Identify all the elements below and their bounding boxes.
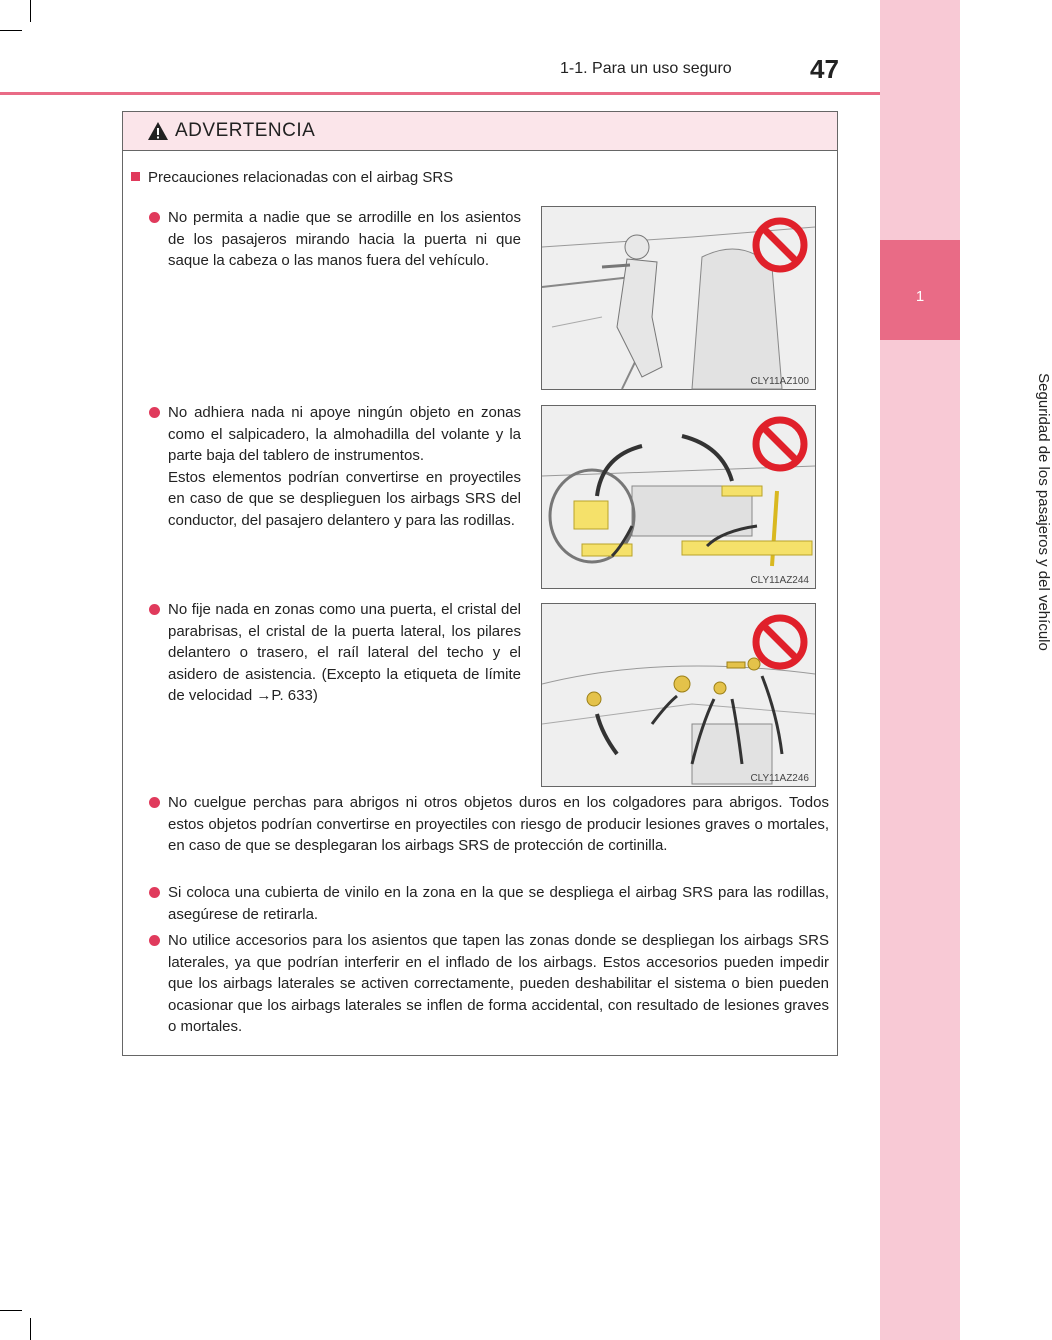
list-item: No adhiera nada ni apoye ningún objeto en zonas como el salpicadero, la almohadilla del volante y la parte baja del tablero de instrumentos. Estos elementos podrían convertirse en proyectiles en caso de que se desplieguen los airbags SRS del conductor, del pasajero delantero y para las rodillas.	[149, 402, 521, 531]
crop-mark	[0, 30, 22, 31]
bullet-icon	[149, 797, 160, 808]
list-item: No fije nada en zonas como una puerta, el cristal del parabrisas, el cristal de la puerta lateral, los pilares delantero o trasero, el raíl lateral del techo y el asidero de asistencia. (Excepto la etiqueta de límite de velocidad →P. 633)	[149, 599, 521, 707]
list-item: No utilice accesorios para los asientos que tapen las zonas donde se despliegan los airbags SRS laterales, ya que podrían interferir en el inflado de los airbags. Estos accesorios pueden impedir que los airbags laterales se activen correctamente, pueden deshabilitar el sistema o bien pueden ocasionar que los airbags laterales se inflen de forma accidental, con resultado de lesiones graves o mortales.	[149, 930, 829, 1038]
crop-mark	[0, 1310, 22, 1311]
prohibition-icon	[752, 614, 808, 670]
section-title: 1-1. Para un uso seguro	[560, 60, 732, 77]
image-code: CLY11AZ244	[750, 575, 809, 586]
list-item: No permita a nadie que se arrodille en los asientos de los pasajeros mirando hacia la puerta ni que saque la cabeza o las manos fuera del vehículo.	[149, 207, 521, 272]
warning-box	[122, 111, 838, 1056]
list-item: No cuelgue perchas para abrigos ni otros objetos duros en los colgadores para abrigos. Todos estos objetos podrían convertirse en proyectiles con riesgo de producir lesiones graves o mortales, en caso de que se desplegaran los airbags SRS de protección de cortinilla.	[149, 792, 829, 857]
list-item: Si coloca una cubierta de vinilo en la zona en la que se despliega el airbag SRS para las rodillas, asegúrese de retirarla.	[149, 882, 829, 925]
header-rule	[0, 92, 880, 95]
chapter-tab-strip	[880, 0, 960, 1340]
bullet-icon	[149, 604, 160, 615]
illustration-dashboard-objects	[541, 405, 816, 589]
bullet-icon	[149, 212, 160, 223]
prohibition-icon	[752, 416, 808, 472]
warning-triangle-icon	[147, 121, 169, 141]
illustration-kneeling-passenger	[541, 206, 816, 390]
chapter-number: 1	[915, 288, 925, 305]
crop-mark	[30, 1318, 31, 1340]
square-bullet-icon	[131, 172, 140, 181]
illustration-door-pillar-objects	[541, 603, 816, 787]
bullet-icon	[149, 407, 160, 418]
image-code: CLY11AZ246	[750, 773, 809, 784]
warning-subheading: Precauciones relacionadas con el airbag SRS	[131, 169, 453, 186]
chapter-title: Seguridad de los pasajeros y del vehículo	[1035, 373, 1052, 651]
bullet-icon	[149, 935, 160, 946]
warning-header	[123, 112, 837, 151]
bullet-icon	[149, 887, 160, 898]
page-number: 47	[810, 54, 839, 84]
crop-mark	[30, 0, 31, 22]
image-code: CLY11AZ100	[750, 376, 809, 387]
warning-title: ADVERTENCIA	[175, 120, 316, 141]
prohibition-icon	[752, 217, 808, 273]
